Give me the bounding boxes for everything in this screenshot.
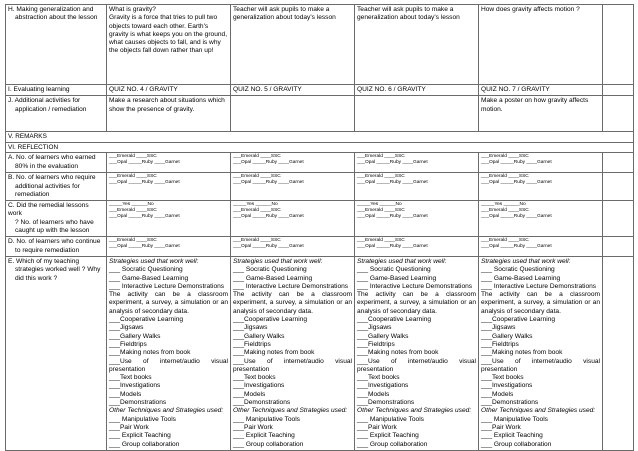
row-c-col5 <box>603 201 634 237</box>
strategy-item: ___ Manipulative Tools <box>233 415 300 423</box>
row-h-col2: Teacher will ask pupils to make a generalization about today's lesson <box>231 5 355 85</box>
strategy-item: ___ Socratic Questioning <box>357 266 431 274</box>
row-i-label: I. Evaluating learning <box>6 85 107 96</box>
row-reflection <box>6 142 634 153</box>
strategy-item: ___Demonstrations <box>481 399 539 407</box>
row-d-col1: ___Emerald ____SSC ___Opal _____Ruby ____Garnet <box>107 237 231 257</box>
strategy-item: ___Gallery Walks <box>357 332 409 340</box>
strategy-item: ___ Explicit Teaching <box>481 432 543 440</box>
strategy-item: ___Investigations <box>481 382 533 390</box>
strategy-item: ___Text books <box>357 374 400 382</box>
row-e-col4 <box>479 256 603 450</box>
strategy-item: ___ Manipulative Tools <box>109 415 176 423</box>
row-c-col3: _____Yes ______No ___Emerald ____SSC ___Opal _____Ruby ____Garnet <box>355 201 479 237</box>
strategy-item: ___ Group collaboration <box>233 440 304 448</box>
row-b-col2: ___Emerald ____SSC ___Opal _____Ruby ____Garnet <box>231 173 355 201</box>
row-d-col4: ___Emerald ____SSC ___Opal _____Ruby ____Garnet <box>479 237 603 257</box>
strategy-item: ___Use of internet/audio visual presentation <box>233 357 352 373</box>
row-h-col4: How does gravity affects motion ? <box>479 5 603 85</box>
strategy-item: ___ Game-Based Learning <box>109 274 189 282</box>
row-j-col4: Make a poster on how gravity affects motion. <box>479 96 603 132</box>
strategy-item: ___ Game-Based Learning <box>357 274 437 282</box>
strategy-item: ___ Socratic Questioning <box>233 266 307 274</box>
strategy-item: ___Fieldtrips <box>357 340 395 348</box>
row-e-col3 <box>355 256 479 450</box>
strategy-item: ___Models <box>357 390 390 398</box>
strategy-item: ___ Group collaboration <box>357 440 428 448</box>
row-h-label: H. Making generalization and abstraction about the lesson <box>6 5 107 85</box>
strategy-item: ___Cooperative Learning <box>357 316 432 324</box>
strategies-note: The activity can be a classroom experiment, a survey, a simulation or an analysis of secondary data. <box>481 291 600 315</box>
row-j-col2 <box>231 96 355 132</box>
strategies-note: The activity can be a classroom experiment, a survey, a simulation or an analysis of secondary data. <box>109 291 228 315</box>
strategy-item: ___Demonstrations <box>109 399 167 407</box>
strategy-item: ___ Manipulative Tools <box>357 415 424 423</box>
strategy-item: ___Jigsaws <box>357 324 392 332</box>
row-b-col4: ___Emerald ____SSC ___Opal _____Ruby ____Garnet <box>479 173 603 201</box>
strategy-item: ___Use of internet/audio visual presentation <box>481 357 600 373</box>
row-h-col3: Teacher will ask pupils to make a generalization about today's lesson <box>355 5 479 85</box>
row-d-col3: ___Emerald ____SSC ___Opal _____Ruby ____Garnet <box>355 237 479 257</box>
row-b <box>6 173 634 201</box>
strategy-item: ___Fieldtrips <box>109 340 147 348</box>
strategy-item: ___ Interactive Lecture Demonstrations <box>109 282 225 290</box>
strategy-item: ___Pair Work <box>233 423 273 431</box>
strategy-item: ___Pair Work <box>481 423 521 431</box>
strategy-item: ___Making notes from book <box>233 349 315 357</box>
remarks-heading: V. REMARKS <box>6 132 634 143</box>
strategy-item: ___Cooperative Learning <box>481 316 556 324</box>
row-remarks <box>6 132 634 143</box>
strategy-item: ___Text books <box>109 374 152 382</box>
strategy-item: ___ Explicit Teaching <box>233 432 295 440</box>
reflection-heading: VI. REFLECTION <box>6 142 634 153</box>
row-b-col1: ___Emerald ____SSC ___Opal _____Ruby ____Garnet <box>107 173 231 201</box>
strategy-item: ___Fieldtrips <box>233 340 271 348</box>
row-i <box>6 85 634 96</box>
strategy-item: ___Cooperative Learning <box>109 316 184 324</box>
row-d-label: D. No. of learners who continue to require remediation <box>6 237 107 257</box>
strategy-item: ___ Explicit Teaching <box>109 432 171 440</box>
other-techniques-heading: Other Techniques and Strategies used: <box>109 407 224 415</box>
strategy-item: ___ Socratic Questioning <box>481 266 555 274</box>
row-j <box>6 96 634 132</box>
row-j-label: J. Additional activities for application / remediation <box>6 96 107 132</box>
strategy-item: ___ Game-Based Learning <box>233 274 313 282</box>
strategy-item: ___ Group collaboration <box>481 440 552 448</box>
row-a-col5 <box>603 153 634 173</box>
row-d-col2: ___Emerald ____SSC ___Opal _____Ruby ____Garnet <box>231 237 355 257</box>
row-e-label: E. Which of my teaching strategies worked well ? Why did this work ? <box>6 256 107 450</box>
strategy-item: ___Jigsaws <box>481 324 516 332</box>
row-c <box>6 201 634 237</box>
strategies-note: The activity can be a classroom experiment, a survey, a simulation or an analysis of secondary data. <box>357 291 476 315</box>
strategies-heading: Strategies used that work well: <box>357 257 447 265</box>
row-d <box>6 237 634 257</box>
strategy-item: ___Making notes from book <box>357 349 439 357</box>
strategy-item: ___Investigations <box>233 382 285 390</box>
strategies-heading: Strategies used that work well: <box>109 257 199 265</box>
strategy-item: ___ Manipulative Tools <box>481 415 548 423</box>
strategy-item: ___Models <box>481 390 514 398</box>
other-techniques-heading: Other Techniques and Strategies used: <box>233 407 348 415</box>
row-b-col3: ___Emerald ____SSC ___Opal _____Ruby ____Garnet <box>355 173 479 201</box>
other-techniques-heading: Other Techniques and Strategies used: <box>357 407 472 415</box>
strategy-item: ___Pair Work <box>109 423 149 431</box>
strategy-item: ___Gallery Walks <box>233 332 285 340</box>
strategy-item: ___Fieldtrips <box>481 340 519 348</box>
strategy-item: ___ Socratic Questioning <box>109 266 183 274</box>
row-a-col3: ___Emerald ____SSC ___Opal _____Ruby ____Garnet <box>355 153 479 173</box>
row-c-label: C. Did the remedial lessons work ? No. of learners who have caught up with the lesson <box>6 201 107 237</box>
strategies-note: The activity can be a classroom experiment, a survey, a simulation or an analysis of secondary data. <box>233 291 352 315</box>
row-j-col5 <box>603 96 634 132</box>
row-b-col5 <box>603 173 634 201</box>
row-a <box>6 153 634 173</box>
row-e-col5 <box>603 256 634 450</box>
strategy-item: ___ Game-Based Learning <box>481 274 561 282</box>
strategy-item: ___Making notes from book <box>481 349 563 357</box>
row-a-label: A. No. of learners who earned 80% in the evaluation <box>6 153 107 173</box>
row-i-quiz-2: QUIZ NO. 5 / GRAVITY <box>231 85 355 96</box>
strategy-item: ___Text books <box>233 374 276 382</box>
row-c-col1: _____Yes ______No ___Emerald ____SSC ___Opal _____Ruby ____Garnet <box>107 201 231 237</box>
strategy-item: ___ Explicit Teaching <box>357 432 419 440</box>
row-h-col5 <box>603 5 634 85</box>
dll-table <box>5 4 634 451</box>
strategy-item: ___Investigations <box>357 382 409 390</box>
row-i-col5 <box>603 85 634 96</box>
row-c-col2: _____Yes ______No ___Emerald ____SSC ___Opal _____Ruby ____Garnet <box>231 201 355 237</box>
strategies-heading: Strategies used that work well: <box>233 257 323 265</box>
strategy-item: ___Use of internet/audio visual presentation <box>109 357 228 373</box>
row-d-col5 <box>603 237 634 257</box>
strategy-item: ___Gallery Walks <box>109 332 161 340</box>
strategy-item: ___ Interactive Lecture Demonstrations <box>233 282 349 290</box>
strategy-item: ___ Interactive Lecture Demonstrations <box>481 282 597 290</box>
strategy-item: ___Demonstrations <box>233 399 291 407</box>
row-h <box>6 5 634 85</box>
row-c-col4: _____Yes ______No ___Emerald ____SSC ___Opal _____Ruby ____Garnet <box>479 201 603 237</box>
strategy-item: ___Models <box>109 390 142 398</box>
strategy-item: ___Pair Work <box>357 423 397 431</box>
strategy-item: ___Cooperative Learning <box>233 316 308 324</box>
row-e-col2 <box>231 256 355 450</box>
row-i-quiz-1: QUIZ NO. 4 / GRAVITY <box>107 85 231 96</box>
strategy-item: ___Demonstrations <box>357 399 415 407</box>
strategy-item: ___Use of internet/audio visual presentation <box>357 357 476 373</box>
row-b-label: B. No. of learners who require additional activities for remediation <box>6 173 107 201</box>
row-a-col1: ___Emerald ____SSC ___Opal _____Ruby ____Garnet <box>107 153 231 173</box>
strategy-item: ___ Interactive Lecture Demonstrations <box>357 282 473 290</box>
row-e <box>6 256 634 450</box>
strategy-item: ___Gallery Walks <box>481 332 533 340</box>
strategy-item: ___Making notes from book <box>109 349 191 357</box>
strategy-item: ___Jigsaws <box>233 324 268 332</box>
row-i-quiz-3: QUIZ NO. 6 / GRAVITY <box>355 85 479 96</box>
row-e-col1 <box>107 256 231 450</box>
strategies-heading: Strategies used that work well: <box>481 257 571 265</box>
strategy-item: ___Models <box>233 390 266 398</box>
strategy-item: ___ Group collaboration <box>109 440 180 448</box>
row-h-col1: What is gravity? Gravity is a force that tries to pull two objects toward each other. Earth's gravity is what keeps you on the ground, what causes objects to fall, and is why the objects fall down rather than up! <box>107 5 231 85</box>
row-a-col4: ___Emerald ____SSC ___Opal _____Ruby ____Garnet <box>479 153 603 173</box>
strategy-item: ___Text books <box>481 374 524 382</box>
row-i-quiz-4: QUIZ NO. 7 / GRAVITY <box>479 85 603 96</box>
strategy-item: ___Investigations <box>109 382 161 390</box>
row-a-col2: ___Emerald ____SSC ___Opal _____Ruby ____Garnet <box>231 153 355 173</box>
other-techniques-heading: Other Techniques and Strategies used: <box>481 407 596 415</box>
strategy-item: ___Jigsaws <box>109 324 144 332</box>
row-j-col1: Make a research about situations which show the presence of gravity. <box>107 96 231 132</box>
row-j-col3 <box>355 96 479 132</box>
